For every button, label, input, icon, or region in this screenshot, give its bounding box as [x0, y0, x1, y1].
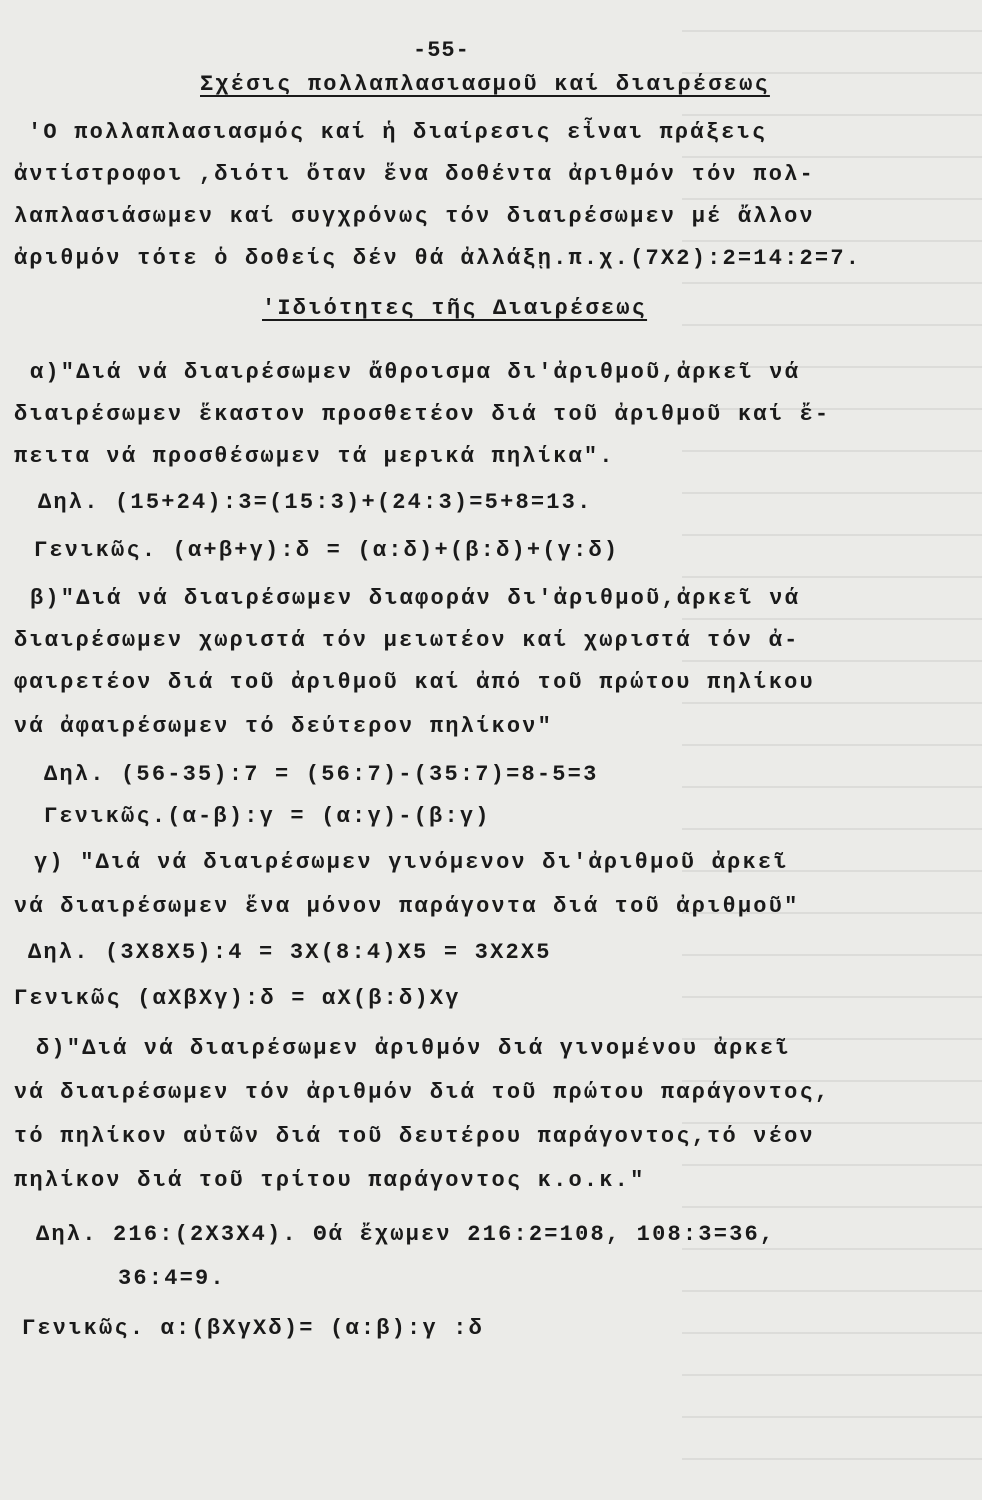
page-number: -55-: [413, 38, 470, 63]
body-line-4: Δηλ. (15+24):3=(15:3)+(24:3)=5+8=13.: [38, 490, 593, 515]
body-line-2: διαιρέσωμεν ἕκαστον προσθετέον διά τοῦ ἀριθμοῦ καί ἔ-: [14, 402, 831, 427]
page-title: Σχέσις πολλαπλασιασμοῦ καί διαιρέσεως: [200, 72, 770, 97]
body-line-6: β)"Διά νά διαιρέσωμεν διαφοράν δι'ἀριθμοῦ,ἀρκεῖ νά: [30, 586, 801, 611]
body-line-17: νά διαιρέσωμεν τόν ἀριθμόν διά τοῦ πρώτου παράγοντος,: [14, 1080, 831, 1105]
body-line-10: Δηλ. (56-35):7 = (56:7)-(35:7)=8-5=3: [44, 762, 599, 787]
body-line-13: νά διαιρέσωμεν ἕνα μόνον παράγοντα διά τοῦ ἀριθμοῦ": [14, 894, 800, 919]
body-line-21: 36:4=9.: [118, 1266, 226, 1291]
intro-line-1: 'Ο πολλαπλασιασμός καί ἡ διαίρεσις εἶναι πράξεις: [28, 120, 768, 145]
body-line-11: Γενικῶς.(α-β):γ = (α:γ)-(β:γ): [44, 804, 491, 829]
body-line-20: Δηλ. 216:(2Χ3Χ4). Θά ἔχωμεν 216:2=108, 108:3=36,: [36, 1222, 776, 1247]
body-line-15: Γενικῶς (αΧβΧγ):δ = αΧ(β:δ)Χγ: [14, 986, 461, 1011]
section-subtitle: 'Ιδιότητες τῆς Διαιρέσεως: [262, 296, 648, 321]
intro-line-4: ἀριθμόν τότε ὁ δοθείς δέν θά ἀλλάξῃ.π.χ.(7Χ2):2=14:2=7.: [14, 246, 862, 271]
body-line-18: τό πηλίκον αὐτῶν διά τοῦ δευτέρου παράγοντος,τό νέον: [14, 1124, 815, 1149]
intro-line-3: λαπλασιάσωμεν καί συγχρόνως τόν διαιρέσωμεν μέ ἄλλον: [14, 204, 815, 229]
body-line-12: γ) "Διά νά διαιρέσωμεν γινόμενον δι'ἀριθμοῦ ἀρκεῖ: [34, 850, 789, 875]
intro-line-2: ἀντίστροφοι ,διότι ὅταν ἕνα δοθέντα ἀριθμόν τόν πολ-: [14, 162, 815, 187]
body-line-16: δ)"Διά νά διαιρέσωμεν ἀριθμόν διά γινομένου ἀρκεῖ: [36, 1036, 791, 1061]
body-line-9: νά ἀφαιρέσωμεν τό δεύτερον πηλίκον": [14, 714, 554, 739]
body-line-5: Γενικῶς. (α+β+γ):δ = (α:δ)+(β:δ)+(γ:δ): [34, 538, 620, 563]
body-line-3: πειτα νά προσθέσωμεν τά μερικά πηλίκα".: [14, 444, 615, 469]
body-line-7: διαιρέσωμεν χωριστά τόν μειωτέον καί χωριστά τόν ἀ-: [14, 628, 800, 653]
body-line-22: Γενικῶς. α:(βΧγΧδ)= (α:β):γ :δ: [22, 1316, 485, 1341]
body-line-1: α)"Διά νά διαιρέσωμεν ἄθροισμα δι'ἀριθμοῦ,ἀρκεῖ νά: [30, 360, 801, 385]
body-line-19: πηλίκον διά τοῦ τρίτου παράγοντος κ.ο.κ.": [14, 1168, 646, 1193]
body-line-14: Δηλ. (3Χ8Χ5):4 = 3Χ(8:4)Χ5 = 3Χ2Χ5: [28, 940, 552, 965]
body-line-8: φαιρετέον διά τοῦ ἀριθμοῦ καί ἀπό τοῦ πρώτου πηλίκου: [14, 670, 815, 695]
